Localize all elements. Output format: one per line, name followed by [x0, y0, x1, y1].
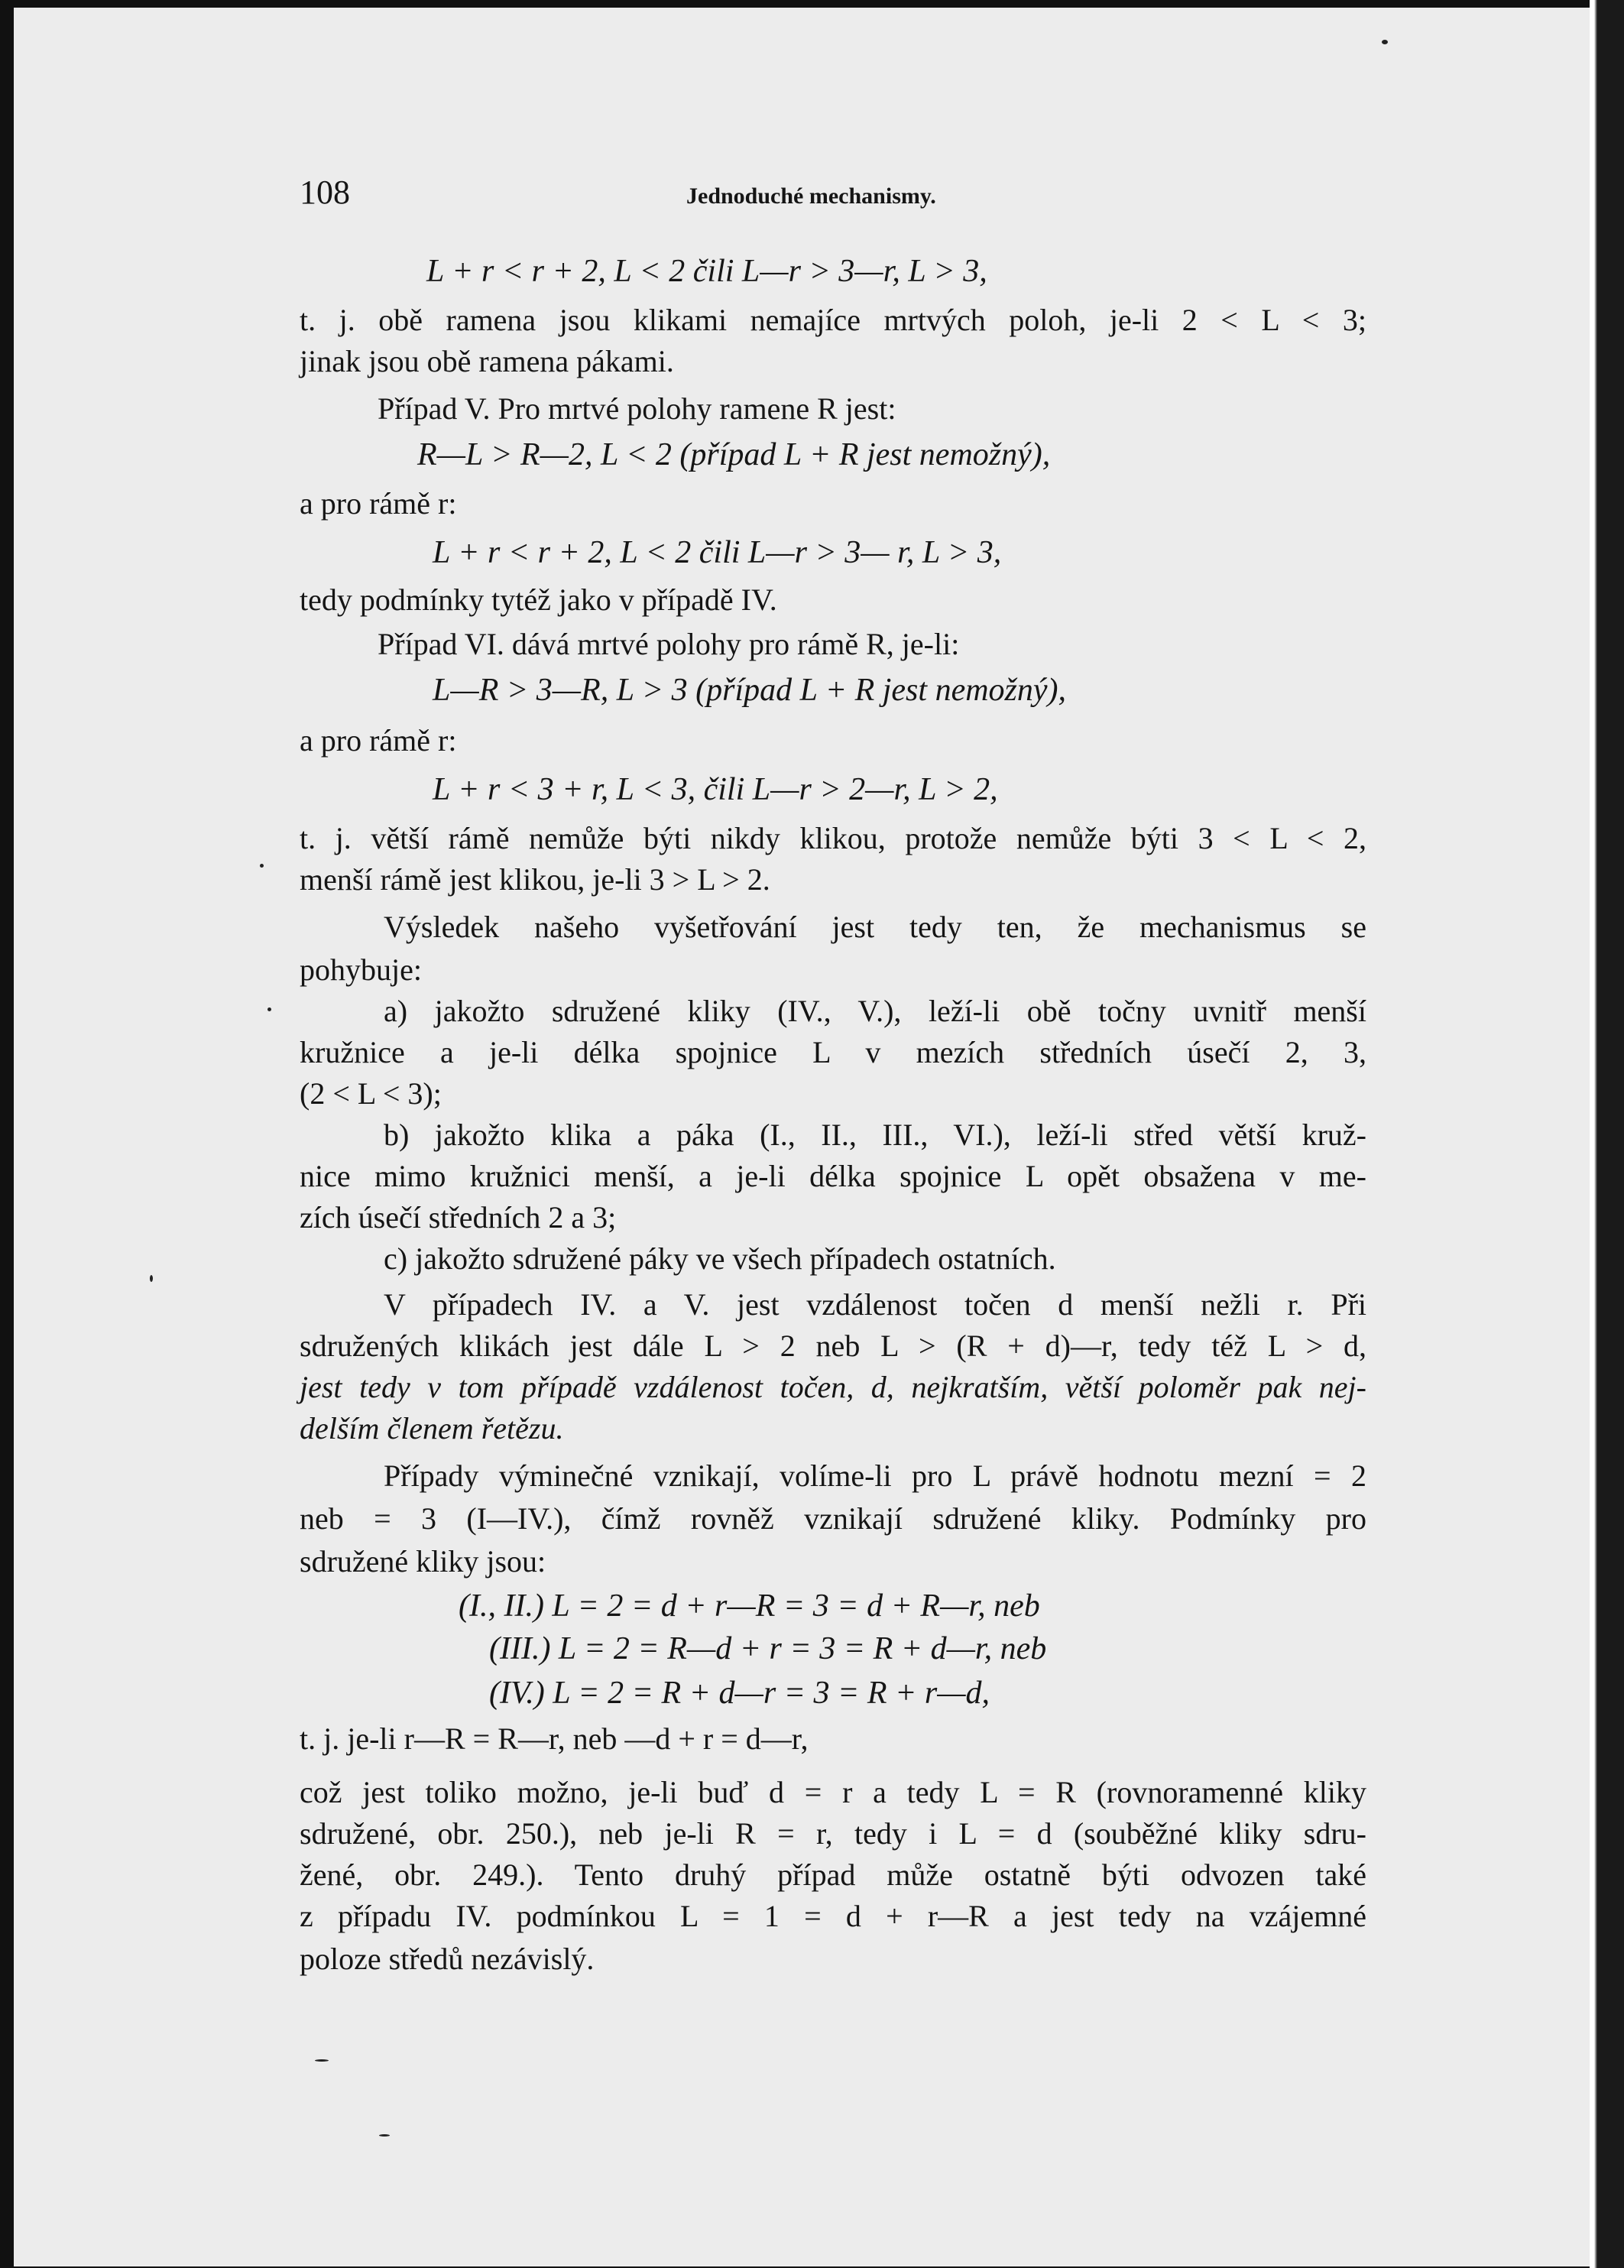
scan-speck [267, 1007, 271, 1011]
text-line: zích úsečí středních 2 a 3; [300, 1200, 617, 1235]
case-heading: Případ VI. dává mrtvé polohy pro rámě R, je-li: [378, 627, 960, 661]
scan-speck [150, 1275, 153, 1282]
page-number: 108 [300, 174, 350, 211]
scan-speck [315, 2059, 329, 2062]
text-line: sdružené kliky jsou: [300, 1544, 546, 1579]
formula-line: R—L > R—2, L < 2 (případ L + R jest nemožný), [417, 437, 1051, 472]
text-line: V případech IV. a V. jest vzdálenost točen d menší nežli r. Při [384, 1287, 1366, 1322]
text-line: žené, obr. 249.). Tento druhý případ může ostatně býti odvozen také [300, 1858, 1366, 1892]
formula-line: L + r < r + 2, L < 2 čili L—r > 3— r, L > 3, [433, 535, 1002, 570]
text-line: jest tedy v tom případě vzdálenost točen, d, nejkratším, větší poloměr pak nej- [300, 1370, 1366, 1404]
scan-speck [1382, 40, 1388, 44]
text-line: menší rámě jest klikou, je-li 3 > L > 2. [300, 862, 770, 897]
text-line: (2 < L < 3); [300, 1076, 442, 1111]
text-line: pohybuje: [300, 952, 422, 987]
scan-speck [260, 864, 264, 868]
text-line: sdružené, obr. 250.), neb je-li R = r, tedy i L = d (souběžné kliky sdru- [300, 1816, 1366, 1851]
text-line: t. j. obě ramena jsou klikami nemajíce mrtvých poloh, je-li 2 < L < 3; [300, 303, 1366, 337]
formula-line: L + r < 3 + r, L < 3, čili L—r > 2—r, L > 2, [433, 772, 998, 807]
list-item-c: c) jakožto sdružené páky ve všech případech ostatních. [384, 1241, 1056, 1276]
text-line: t. j. větší rámě nemůže býti nikdy klikou, protože nemůže býti 3 < L < 2, [300, 821, 1366, 855]
formula-line: (I., II.) L = 2 = d + r—R = 3 = d + R—r, neb [459, 1588, 1040, 1624]
book-gutter [1590, 0, 1624, 2268]
text-line: Výsledek našeho vyšetřování jest tedy ten, že mechanismus se [384, 910, 1366, 944]
list-item-a: a) jakožto sdružené kliky (IV., V.), leží-li obě točny uvnitř menší [384, 994, 1366, 1028]
text-line: Případy výminečné vznikají, volíme-li pro L právě hodnotu mezní = 2 [384, 1458, 1366, 1493]
formula-line: (III.) L = 2 = R—d + r = 3 = R + d—r, neb [489, 1631, 1047, 1666]
formula-line: L + r < r + 2, L < 2 čili L—r > 3—r, L > 3, [426, 254, 987, 289]
text-line: delším členem řetězu. [300, 1411, 564, 1445]
text-line: kružnice a je-li délka spojnice L v mezích středních úsečí 2, 3, [300, 1035, 1366, 1069]
text-line: jinak jsou obě ramena pákami. [300, 344, 674, 378]
list-item-b: b) jakožto klika a páka (I., II., III., VI.), leží-li střed větší kruž- [384, 1118, 1366, 1152]
text-line: neb = 3 (I—IV.), čímž rovněž vznikají sdružené kliky. Podmínky pro [300, 1501, 1366, 1536]
text-line: poloze středů nezávislý. [300, 1942, 595, 1976]
formula-line: L—R > 3—R, L > 3 (případ L + R jest nemožný), [433, 673, 1067, 708]
text-line: nice mimo kružnici menší, a je-li délka spojnice L opět obsažena v me- [300, 1159, 1366, 1193]
running-title: Jednoduché mechanismy. [686, 183, 936, 209]
text-line: což jest toliko možno, je-li buď d = r a tedy L = R (rovnoramenné kliky [300, 1775, 1366, 1809]
text-line: sdružených klikách jest dále L > 2 neb L > (R + d)—r, tedy též L > d, [300, 1329, 1366, 1363]
text-line: z případu IV. podmínkou L = 1 = d + r—R a jest tedy na vzájemné [300, 1899, 1366, 1933]
scan-speck [379, 2134, 390, 2137]
text-line: tedy podmínky tytéž jako v případě IV. [300, 582, 777, 617]
text-line: a pro rámě r: [300, 723, 457, 758]
text-line: t. j. je-li r—R = R—r, neb —d + r = d—r, [300, 1721, 809, 1756]
text-line: a pro rámě r: [300, 486, 457, 521]
formula-line: (IV.) L = 2 = R + d—r = 3 = R + r—d, [489, 1676, 990, 1711]
case-heading: Případ V. Pro mrtvé polohy ramene R jest: [378, 391, 896, 426]
